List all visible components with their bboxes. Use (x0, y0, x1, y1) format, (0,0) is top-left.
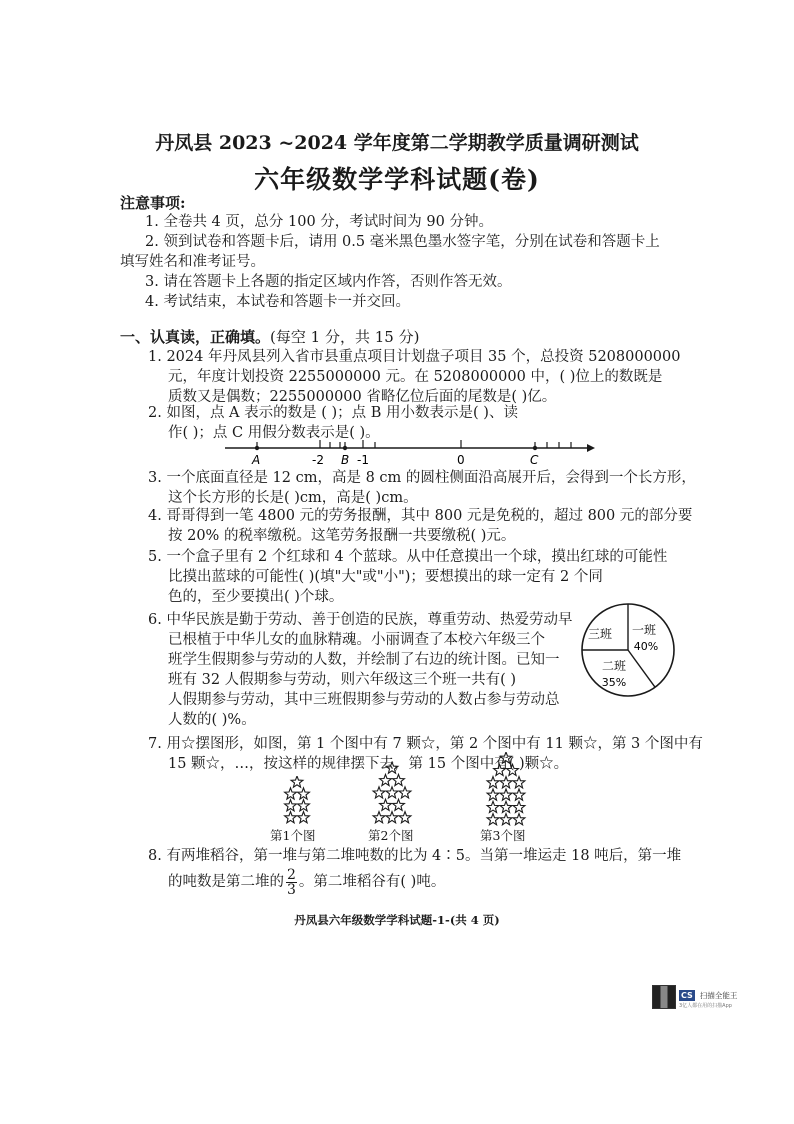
star-figure-caption: 第2个图 (368, 828, 414, 843)
class-pie-chart (578, 600, 678, 700)
star-icon (285, 800, 297, 811)
star-icon (380, 774, 392, 785)
star-icon (298, 812, 310, 823)
question-3-line: 3. 一个底面直径是 12 cm，高是 8 cm 的圆柱侧面沿高展开后，会得到一个长方形， (148, 470, 696, 486)
number-line-label: B (341, 453, 350, 467)
question-6-line: 人假期参与劳动，其中三班假期参与劳动的人数占参与劳动总 (168, 692, 560, 708)
arrow-right-icon (587, 444, 595, 452)
question-6-line: 已根植于中华儿女的血脉精魂。小丽调查了本校六年级三个 (168, 632, 545, 648)
question-6-line: 6. 中华民族是勤于劳动、善于创造的民族，尊重劳动、热爱劳动早 (148, 612, 573, 628)
star-icon (500, 752, 512, 763)
star-icon (393, 774, 405, 785)
star-group (487, 752, 525, 825)
qr-code-icon (652, 985, 676, 1009)
fraction (286, 868, 297, 897)
star-icon (487, 777, 499, 788)
star-icon (399, 812, 411, 823)
question-5-line: 色的，至少要摸出( )个球。 (168, 589, 344, 605)
star-figure-2 (356, 762, 428, 824)
star-icon (500, 801, 512, 812)
star-figure-caption: 第1个图 (270, 828, 316, 843)
number-line-label: 0 (457, 453, 465, 467)
star-icon (487, 814, 499, 825)
question-8-line: 8. 有两堆稻谷，第一堆与第二堆吨数的比为 4∶5。当第一堆运走 18 吨后，第一堆 (148, 848, 682, 864)
question-5-line: 5. 一个盒子里有 2 个红球和 4 个蓝球。从中任意摸出一个球，摸出红球的可能性 (148, 549, 668, 565)
star-icon (386, 762, 398, 773)
star-icon (298, 800, 310, 811)
star-group (373, 762, 411, 823)
scanner-sub: 3亿人都在用的扫描App (679, 1003, 732, 1009)
fraction-denominator: 3 (287, 881, 296, 898)
pie-slice-pct: 35% (601, 676, 627, 689)
note-item: 1. 全卷共 4 页，总分 100 分，考试时间为 90 分钟。 (145, 214, 493, 230)
scanner-name: 扫描全能王 (699, 991, 738, 1000)
question-8-line (168, 866, 445, 898)
question-6-line: 班学生假期参与劳动的人数，并绘制了右边的统计图。已知一 (168, 652, 560, 668)
question-6-line: 人数的( )%。 (168, 712, 256, 728)
scanner-info (679, 983, 737, 1011)
notes-heading: 注意事项: (120, 194, 186, 212)
page-footer: 丹凤县六年级数学学科试题-1-(共 4 页) (294, 913, 500, 927)
star-icon (291, 776, 303, 787)
star-group (285, 776, 310, 823)
note-item: 填写姓名和准考证号。 (120, 254, 265, 270)
star-icon (285, 812, 297, 823)
question-4-line: 4. 哥哥得到一笔 4800 元的劳务报酬，其中 800 元是免税的，超过 800 元的部分要 (148, 508, 693, 524)
star-icon (380, 799, 392, 810)
number-line (225, 436, 595, 468)
cs-logo: CS (681, 991, 693, 1000)
section-scoring: (每空 1 分，共 15 分) (270, 328, 420, 346)
star-icon (373, 812, 385, 823)
point-c-marker (533, 446, 537, 450)
number-line-label: A (252, 453, 261, 467)
question-4-line: 按 20% 的税率缴税。这笔劳务报酬一共要缴税( )元。 (168, 528, 516, 544)
star-icon (386, 812, 398, 823)
question-2-line: 作( )；点 C 用假分数表示是( )。 (168, 425, 380, 441)
number-line-label: -1 (357, 453, 369, 467)
question-8-text: 。第二堆稻谷有( )吨。 (298, 874, 446, 890)
star-icon (500, 789, 512, 800)
star-figure-1 (262, 776, 332, 824)
pie-divider (628, 650, 655, 687)
pie-slice-label: 三班 (587, 627, 613, 641)
point-a-marker (255, 446, 259, 450)
fraction-numerator: 2 (287, 866, 296, 883)
star-icon (513, 814, 525, 825)
pie-slice-label: 二班 (601, 659, 627, 673)
note-item: 4. 考试结束，本试卷和答题卡一并交回。 (145, 294, 410, 310)
question-1-line: 1. 2024 年丹凤县列入省市县重点项目计划盘子项目 35 个，总投资 5208000000 (148, 349, 681, 365)
question-5-line: 比摸出蓝球的可能性( )(填"大"或"小")；要想摸出的球一定有 2 个同 (168, 569, 603, 585)
exam-title-line1: 丹凤县 2023 ~2024 学年度第二学期教学质量调研测试 (155, 132, 639, 154)
star-icon (285, 788, 297, 799)
star-icon (487, 801, 499, 812)
number-line-label: C (530, 453, 539, 467)
star-icon (373, 787, 385, 798)
star-icon (393, 799, 405, 810)
star-icon (513, 801, 525, 812)
number-line-label: -2 (312, 453, 324, 467)
star-icon (500, 777, 512, 788)
question-7-line: 7. 用☆摆图形，如图，第 1 个图中有 7 颗☆，第 2 个图中有 11 颗☆，第 3 个图中有 (148, 736, 703, 752)
star-icon (513, 789, 525, 800)
exam-title-line2: 六年级数学学科试题(卷) (254, 165, 540, 194)
star-icon (494, 764, 506, 775)
scanner-watermark (652, 983, 742, 1011)
question-6-line: 班有 32 人假期参与劳动，则六年级这三个班一共有( ) (168, 672, 517, 688)
question-3-line: 这个长方形的长是( )cm，高是( )cm。 (168, 490, 418, 506)
star-icon (298, 788, 310, 799)
star-icon (500, 814, 512, 825)
question-2-line: 2. 如图，点 A 表示的数是 ( )；点 B 用小数表示是( )、读 (148, 405, 518, 421)
question-8-text: 的吨数是第二堆的 (168, 874, 284, 890)
pie-slice-label: 一班 (631, 623, 657, 637)
pie-slice-pct: 40% (633, 640, 659, 653)
star-figure-caption: 第3个图 (480, 828, 526, 843)
question-1-line: 元，年度计划投资 2255000000 元。在 5208000000 中，( )位上的数既是 (168, 369, 663, 385)
note-item: 2. 领到试卷和答题卡后，请用 0.5 毫米黑色墨水签字笔，分别在试卷和答题卡上 (145, 234, 660, 250)
star-icon (507, 764, 519, 775)
section-title: 一、认真读，正确填。 (120, 328, 271, 346)
section-heading (120, 326, 419, 347)
point-b-marker (343, 446, 347, 450)
star-figure-3 (464, 752, 548, 826)
note-item: 3. 请在答题卡上各题的指定区域内作答，否则作答无效。 (145, 274, 512, 290)
question-7-line: 15 颗☆，…，按这样的规律摆下去，第 15 个图中有( )颗☆。 (168, 756, 569, 772)
star-icon (386, 787, 398, 798)
star-icon (513, 777, 525, 788)
star-icon (399, 787, 411, 798)
star-icon (487, 789, 499, 800)
question-1-line: 质数又是偶数；2255000000 省略亿位后面的尾数是( )亿。 (168, 389, 557, 405)
